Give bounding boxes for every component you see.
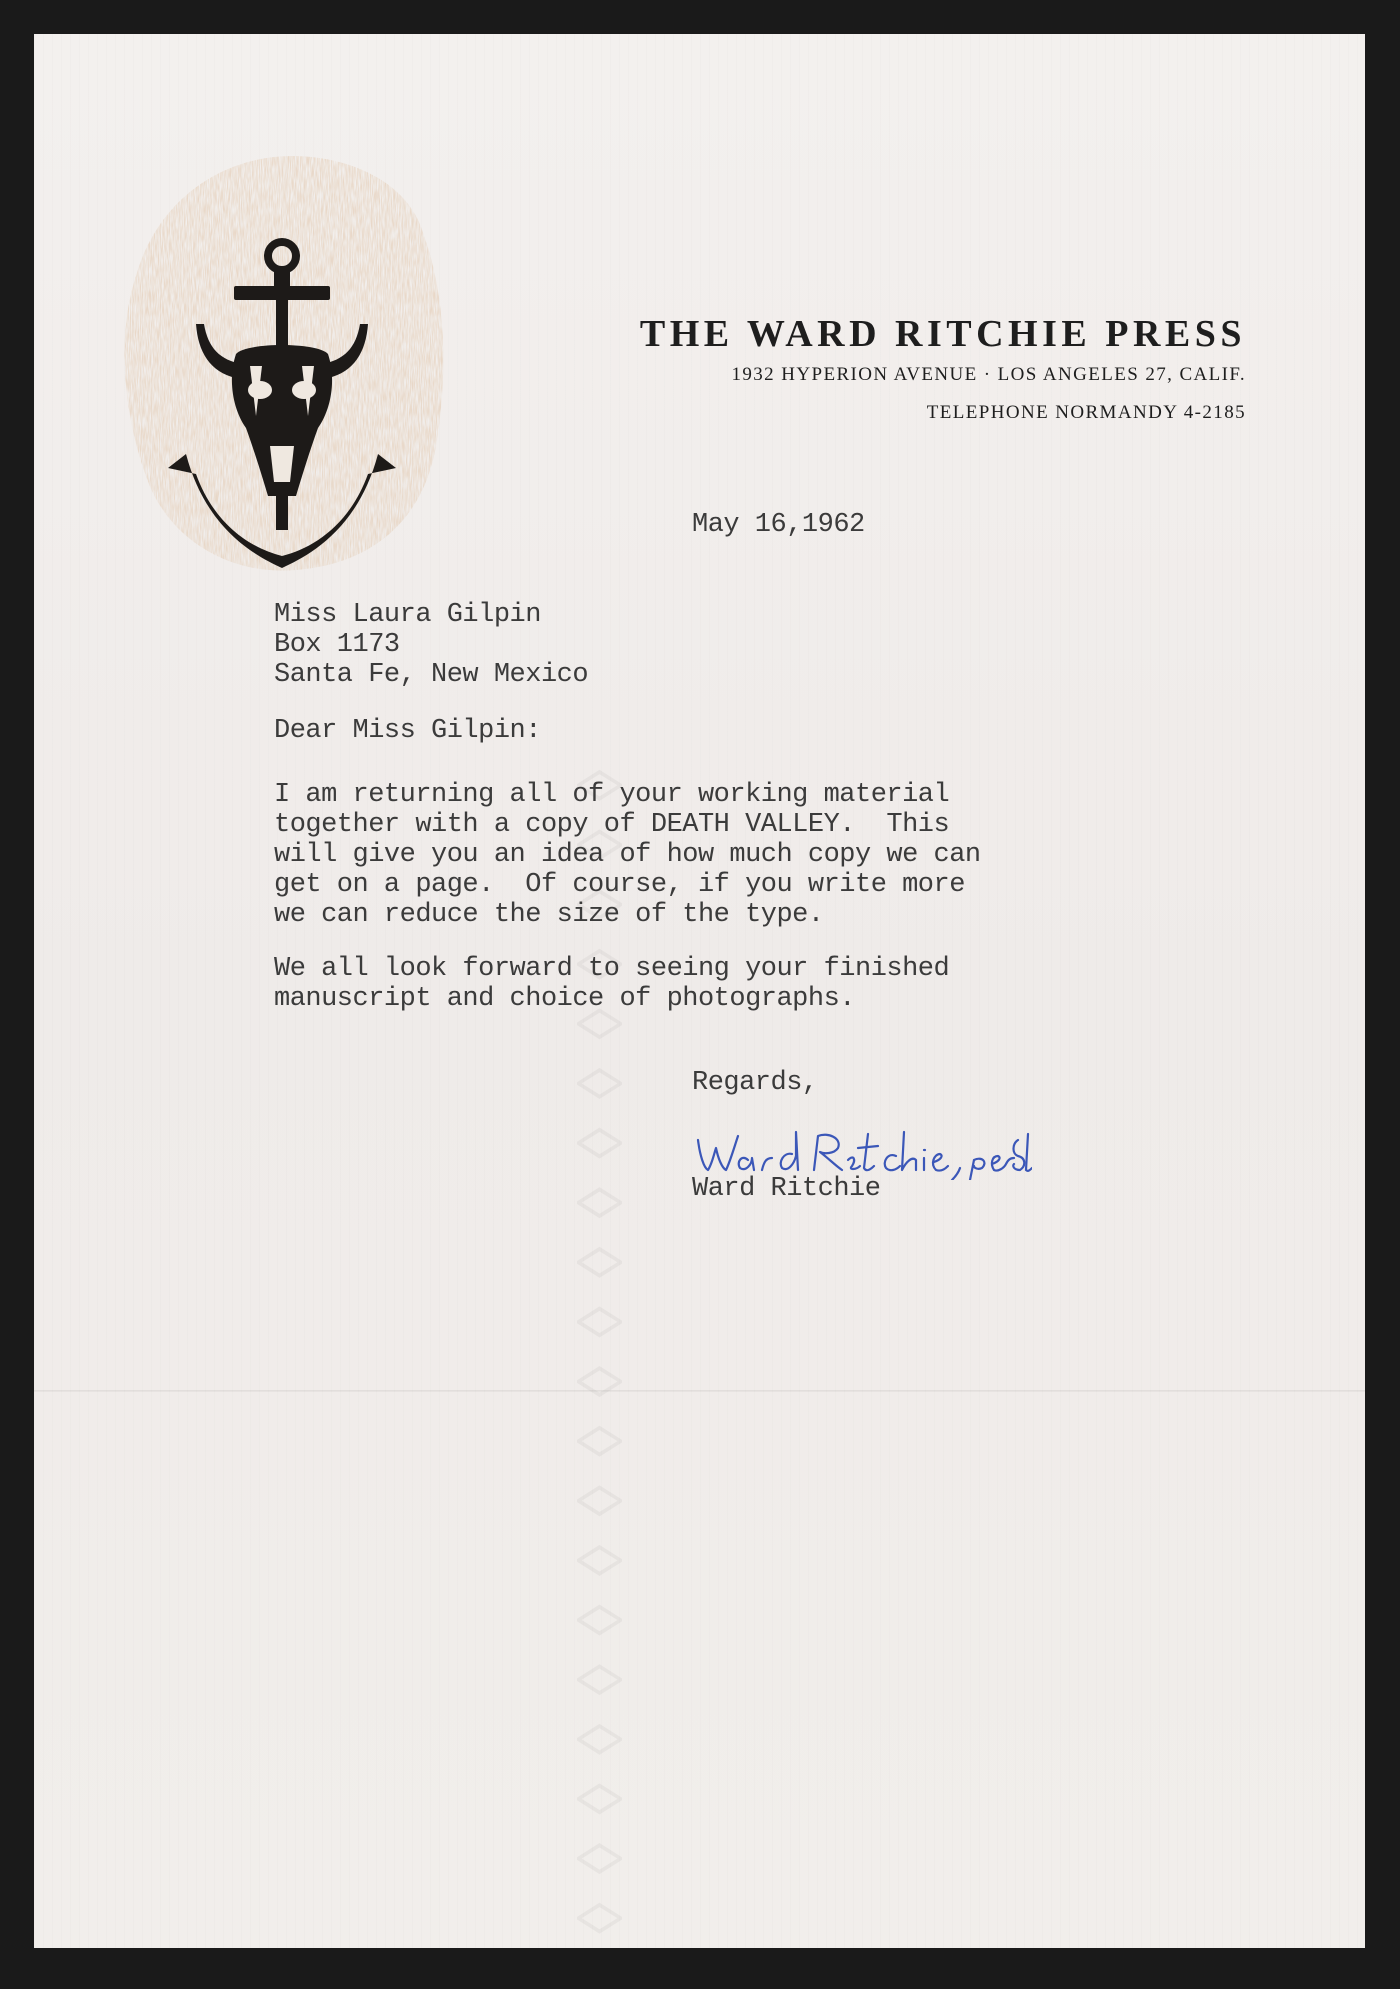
recipient-name: Miss Laura Gilpin: [274, 600, 541, 630]
body-line: manuscript and choice of photographs.: [274, 984, 855, 1014]
paper-watermark: [564, 764, 638, 1935]
recipient-address: [274, 600, 588, 690]
handwritten-signature: [692, 1120, 1032, 1180]
paper-fold-shadow: [34, 1390, 1365, 1391]
press-telephone: TELEPHONE NORMANDY 4-2185: [926, 402, 1246, 423]
body-line: we can reduce the size of the type.: [274, 900, 824, 930]
recipient-city: Santa Fe, New Mexico: [274, 660, 589, 690]
body-line: will give you an idea of how much copy we can: [274, 840, 981, 870]
recipient-box: Box 1173: [274, 630, 400, 660]
body-paragraph-1: [274, 780, 981, 930]
signer-name: Ward Ritchie: [692, 1174, 881, 1204]
body-line: together with a copy of DEATH VALLEY. This: [274, 810, 950, 840]
press-address: 1932 HYPERION AVENUE · LOS ANGELES 27, CALIF.: [731, 364, 1246, 385]
press-name: THE WARD RITCHIE PRESS: [639, 313, 1246, 355]
body-line: get on a page. Of course, if you write more: [274, 870, 965, 900]
closing: Regards,: [692, 1068, 818, 1098]
body-line: I am returning all of your working material: [274, 780, 950, 810]
body-paragraph-2: [274, 954, 949, 1014]
anchor-bull-skull-icon: [106, 116, 458, 584]
body-line: We all look forward to seeing your finished: [274, 954, 950, 984]
letter-date: May 16,1962: [692, 510, 865, 540]
salutation: Dear Miss Gilpin:: [274, 716, 541, 746]
letter-page: [34, 34, 1365, 1948]
